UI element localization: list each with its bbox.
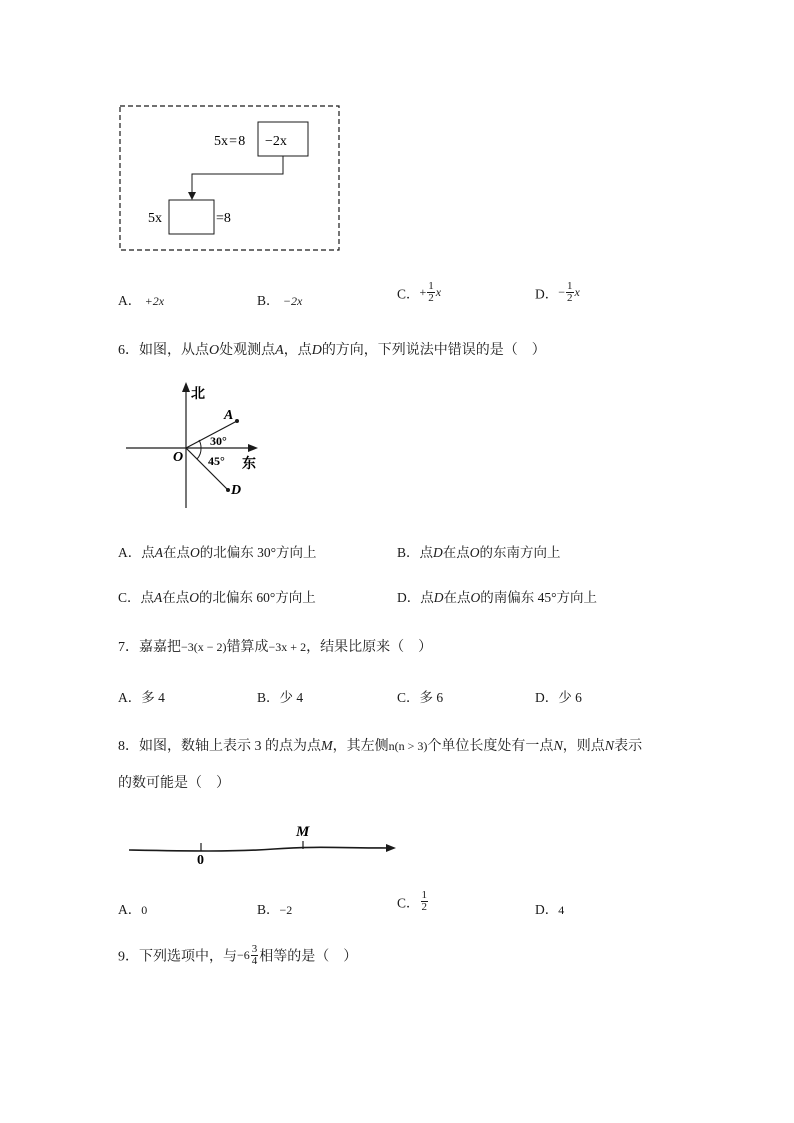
q6-option-c[interactable]: C．点A在点O的北偏东 60°方向上 [118, 590, 316, 605]
equation-diagram [118, 104, 342, 254]
q7-option-c[interactable]: C．多 6 [397, 690, 444, 705]
q8-option-d[interactable]: D．4 [535, 902, 565, 917]
q5-option-b[interactable] [257, 289, 302, 309]
number-line [129, 847, 389, 851]
q6-option-d[interactable]: D．点D在点O的南偏东 45°方向上 [397, 590, 598, 605]
q8-option-a[interactable]: A．0 [118, 902, 148, 917]
q9-whole: −6 [237, 948, 250, 962]
bottom-equation-left: 5x [148, 211, 162, 226]
q8-option-c[interactable]: C． $\frac{1}{2}$ [397, 889, 428, 913]
number-line-figure [124, 820, 404, 868]
east-label: 东 [242, 457, 256, 472]
top-box-term: −2x [265, 134, 287, 149]
option-value: −2x [282, 294, 303, 308]
q8-option-b[interactable]: B．−2 [257, 902, 293, 917]
direction-figure [120, 380, 270, 512]
option-label: B． [257, 293, 280, 308]
origin-label: O [173, 450, 184, 465]
option-sign: − [558, 285, 566, 299]
q6-option-b[interactable]: B．点D在点O的东南方向上 [397, 545, 561, 560]
angle-30-label: 30° [210, 434, 227, 448]
q5-option-d[interactable] [535, 281, 580, 304]
option-label: D． [535, 286, 559, 302]
option-fraction: $\frac{1}{2}$ [421, 889, 428, 913]
q7-expr-wrong: −3x + 2 [268, 640, 307, 654]
arrow-head-icon [188, 192, 196, 200]
q9-stem: 9．下列选项中，与−6 $\frac{3}{4}$ 相等的是（ ） [118, 943, 358, 967]
bottom-box [169, 200, 214, 234]
point-d-label: D [231, 483, 242, 498]
point-d [226, 488, 230, 492]
tick-zero-label: 0 [197, 853, 204, 868]
angle-arc-45 [197, 448, 201, 459]
q8-stem-line1: 8．如图，数轴上表示 3 的点为点M，其左侧n(n > 3)个单位长度处有一点N，则点N表示 [118, 739, 643, 754]
q5-option-a[interactable] [118, 289, 164, 309]
q8-stem-line2: 的数可能是（ ） [118, 776, 230, 791]
dashed-frame [120, 106, 339, 250]
top-equation-left: 5x = 8 [214, 134, 246, 149]
point-a-label: A [224, 408, 234, 423]
angle-arc-30 [199, 440, 201, 448]
q7-expr-original: −3(x − 2) [181, 640, 227, 654]
q6-option-a[interactable]: A．点A在点O的北偏东 30°方向上 [118, 545, 317, 560]
option-value: +2x [144, 294, 165, 308]
arrow-line [192, 156, 283, 194]
option-label: A． [118, 293, 142, 308]
q8-condition: n(n > 3) [388, 739, 428, 753]
q6-stem: 6．如图，从点O处观测点A，点D的方向，下列说法中错误的是（ ） [118, 343, 546, 358]
north-arrow-icon [182, 382, 190, 392]
option-fraction: $\frac{1}{2}$ [567, 280, 573, 304]
option-sign: + [419, 285, 427, 299]
option-fraction: $\frac{1}{2}$ [428, 280, 434, 304]
east-arrow-icon [248, 444, 258, 452]
q5-option-c[interactable] [397, 281, 441, 304]
q7-option-d[interactable]: D．少 6 [535, 690, 582, 705]
bottom-equation-right: =8 [216, 211, 231, 226]
number-line-arrow-icon [386, 844, 396, 852]
q9-fraction: $\frac{3}{4}$ [251, 943, 258, 967]
option-var: x [574, 285, 580, 299]
option-var: x [435, 285, 442, 299]
angle-45-label: 45° [208, 454, 225, 468]
point-m-label: M [296, 824, 310, 840]
north-label: 北 [191, 387, 205, 402]
point-a [235, 419, 239, 423]
option-label: C． [397, 286, 420, 302]
q7-stem: 7．嘉嘉把−3(x − 2)错算成−3x + 2，结果比原来（ ） [118, 640, 433, 655]
q7-option-b[interactable]: B．少 4 [257, 690, 304, 705]
q7-option-a[interactable]: A．多 4 [118, 690, 165, 705]
